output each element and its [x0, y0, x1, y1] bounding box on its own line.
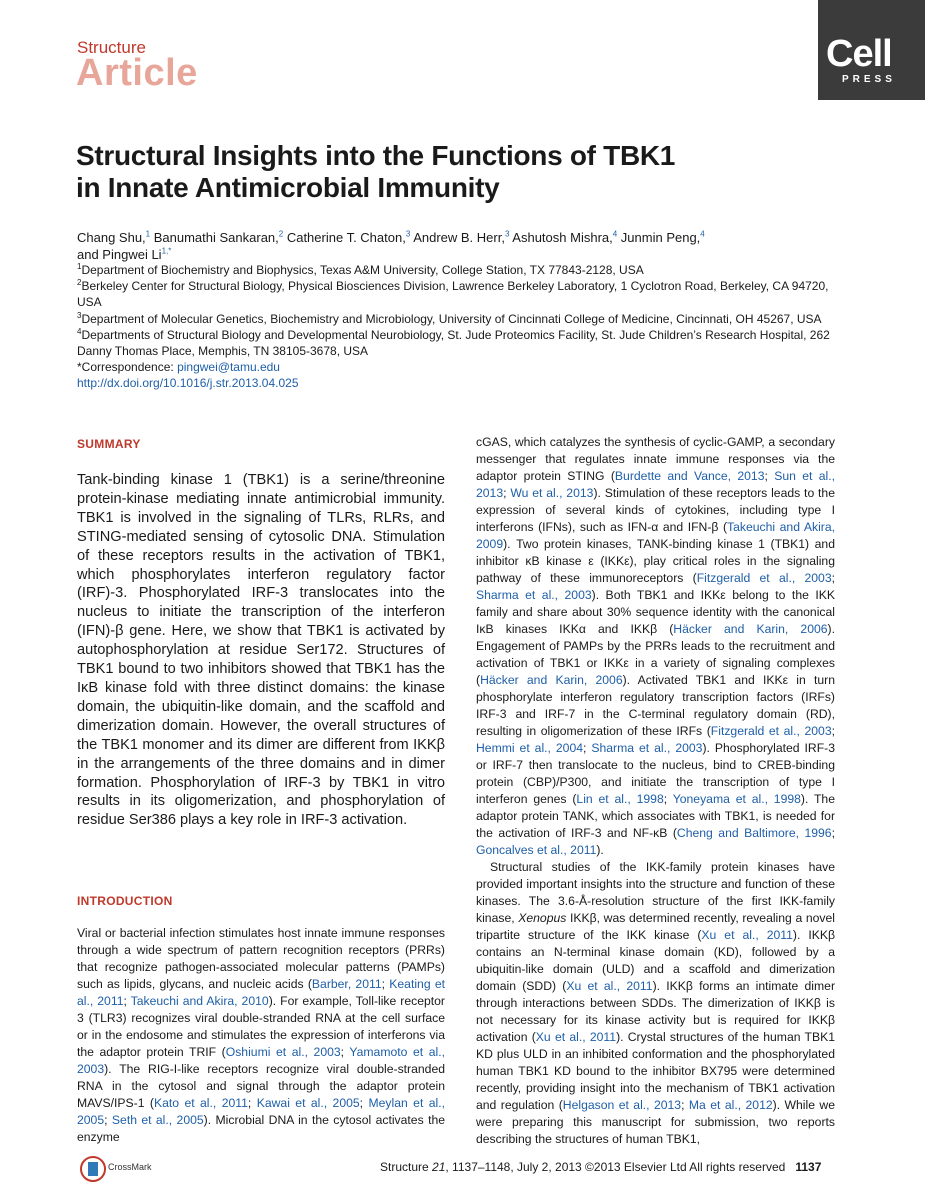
text: ;	[340, 1045, 350, 1059]
author: and Pingwei Li	[77, 247, 162, 262]
citation-link[interactable]: Cheng and Baltimore, 1996	[676, 826, 832, 840]
citation-link[interactable]: Sun et al., 2013	[476, 469, 836, 500]
affiliation	[77, 327, 842, 359]
text: ;	[247, 1096, 257, 1110]
species-name: Xenopus	[518, 911, 567, 925]
text: ;	[381, 977, 390, 991]
summary-heading: SUMMARY	[77, 437, 141, 451]
text: ;	[104, 1113, 112, 1127]
text: ;	[764, 469, 775, 483]
citation-link[interactable]: Seth et al., 2005	[111, 1113, 204, 1127]
right-column	[476, 434, 835, 1148]
affiliation-text: Department of Molecular Genetics, Biochemistry and Microbiology, University of Cincinnati College of Medicine, Cincinnati, OH 45267, USA	[81, 311, 822, 326]
intro-heading: INTRODUCTION	[77, 894, 173, 908]
text: ). Crystal structures of the human TBK1 KD plus ULD in an inhibited conformation and the phosphorylated human TBK1 KD bound to the inhibitor BX795 were determined recently, providing insight into the mechanism of TBK1 activation and regulation (	[476, 1030, 835, 1112]
text: ;	[663, 792, 673, 806]
page-number: 1137	[795, 1160, 822, 1174]
citation-link[interactable]: Kawai et al., 2005	[256, 1096, 360, 1110]
crossmark-label: CrossMark	[108, 1162, 152, 1172]
affiliation-text: Berkeley Center for Structural Biology, Physical Biosciences Division, Lawrence Berkeley Laboratory, 1 Cyclotron Road, Berkeley, CA 94720, USA	[77, 279, 829, 310]
affil-ref[interactable]: 1	[145, 229, 151, 239]
text: ). Phosphorylated IRF-3 or IRF-7 then translocate to the nucleus, bind to CREB-binding protein (CBP)/P300, and initiate the transcription of type I interferon genes (	[476, 741, 835, 806]
affiliation	[77, 278, 842, 310]
text: ;	[831, 571, 835, 585]
text: ). Microbial DNA in the cytosol activates the enzyme	[77, 1113, 446, 1144]
citation-link[interactable]: Yamamoto et al., 2003	[77, 1045, 445, 1076]
summary-text: Tank-binding kinase 1 (TBK1) is a serine/threonine protein-kinase mediating innate antimicrobial immunity. TBK1 is involved in the signaling of TLRs, RLRs, and STING-mediated sensing of cytosolic DNA. Stimulation of these receptors results in the activation of TBK1, which phosphorylates interferon regulatory factor (IRF)-3. Phosphorylated IRF-3 translocates into the nucleus to initiate the transcription of the interferon (IFN)-β gene. Here, we show that TBK1 is activated by autophosphorylation at residue Ser172. Structures of TBK1 bound to two inhibitors showed that TBK1 has the IκB kinase fold with three distinct domains: the kinase domain, the ubiquitin-like domain, and the scaffold and dimerization domain. However, the overall structures of the TBK1 monomer and its dimer are different from IKKβ in the arrangements of the three domains and in dimer formation. Phosphorylation of IRF-3 by TBK1 in vitro results in its oligomerization, and phosphorylation of residue Ser386 plays a key role in IRF-3 activation.	[77, 472, 445, 829]
affiliation-text: Departments of Structural Biology and Developmental Neurobiology, St. Jude Proteomics Facility, St. Jude Children’s Research Hospital, 262 Danny Thomas Place, Memphis, TN 38105-3678, USA	[77, 327, 830, 359]
citation-link[interactable]: Yoneyama et al., 1998	[672, 792, 801, 806]
text: ;	[583, 741, 592, 755]
author: Ashutosh Mishra,	[509, 230, 613, 245]
citation-link[interactable]: Kato et al., 2011	[153, 1096, 248, 1110]
affiliation-text: Department of Biochemistry and Biophysics, Texas A&M University, College Station, TX 77843-2128, USA	[81, 263, 644, 277]
text: ). While we were preparing this manuscript for submission, two reports describing the structures of human TBK1,	[476, 1098, 836, 1146]
text: ). Activated TBK1 and IKKε in turn phosphorylate interferon regulatory transcription factors (IRFs) IRF-3 and IRF-7 in the C-terminal regulatory domain (RD), resulting in oligomerization of these IRFs (	[476, 673, 835, 738]
citation-link[interactable]: Oshiumi et al., 2003	[225, 1045, 341, 1059]
text: cGAS, which catalyzes the synthesis of cyclic-GAMP, a secondary messenger that regulates innate immune responses via the adaptor protein STING (	[476, 435, 835, 483]
affil-ref[interactable]: 1,*	[161, 246, 172, 256]
crossmark-icon	[80, 1156, 106, 1182]
text: ). Engagement of PAMPs by the PRRs leads to the recruitment and activation of TBK1 or IKKε in a variety of signaling complexes (	[476, 622, 835, 687]
citation-link[interactable]: Keating et al., 2011	[77, 977, 445, 1008]
paper-title	[76, 140, 796, 204]
correspondence-label: *Correspondence:	[77, 360, 178, 375]
citation-link[interactable]: Ma et al., 2012	[688, 1098, 773, 1112]
citation-link[interactable]: Wu et al., 2013	[510, 486, 594, 500]
text: ;	[681, 1098, 689, 1112]
citation-link[interactable]: Barber, 2011	[311, 977, 382, 991]
correspondence	[77, 359, 842, 375]
page-footer	[380, 1160, 821, 1174]
author: Catherine T. Chaton,	[283, 230, 406, 245]
affil-ref[interactable]: 3	[405, 229, 411, 239]
text: ;	[123, 994, 131, 1008]
intro-paragraph	[77, 925, 445, 1146]
affil-num: 1	[77, 262, 82, 271]
affil-ref[interactable]: 3	[504, 229, 510, 239]
footer-citation: , 1137–1148, July 2, 2013 ©2013 Elsevier Ltd All rights reserved	[445, 1160, 786, 1174]
citation-link[interactable]: Sharma et al., 2003	[591, 741, 703, 755]
text: ). IKKβ forms an intimate dimer through interactions between SDDs. The dimerization of IKKβ is not necessary for its kinase activity but is required for IKKβ activation (	[476, 979, 835, 1044]
text: ). Both TBK1 and IKKε belong to the IKK family and share about 30% sequence identity with the canonical IκB kinases IKKα and IKKβ (	[476, 588, 835, 636]
author: Junmin Peng,	[617, 230, 701, 245]
paragraph	[476, 859, 835, 1148]
text: ;	[831, 826, 835, 840]
text: ;	[359, 1096, 369, 1110]
author: Chang Shu,	[77, 230, 146, 245]
text: ).	[596, 843, 604, 857]
logo-main: Cell	[826, 33, 892, 75]
text: IKKβ, was determined recently, revealing a novel tripartite structure of the IKK kinase (	[476, 911, 835, 942]
crossmark-badge[interactable]	[80, 1156, 200, 1184]
citation-link[interactable]: Häcker and Karin, 2006	[480, 673, 623, 687]
doi-link[interactable]: http://dx.doi.org/10.1016/j.str.2013.04.025	[77, 376, 299, 391]
author: Andrew B. Herr,	[410, 230, 505, 245]
author-list	[77, 229, 837, 263]
cell-press-logo	[818, 0, 925, 100]
doi	[77, 375, 842, 391]
journal-name: Structure	[77, 38, 146, 57]
citation-link[interactable]: Fitzgerald et al., 2003	[710, 724, 832, 738]
affiliation	[77, 262, 842, 278]
footer-volume: 21	[432, 1160, 446, 1174]
citation-link[interactable]: Sharma et al., 2003	[476, 588, 592, 602]
citation-link[interactable]: Xu et al., 2011	[535, 1030, 617, 1044]
citation-link[interactable]: Xu et al., 2011	[566, 979, 653, 993]
text: ). The adaptor protein TANK, which associates with TBK1, is needed for the activation of IRF-3 and NF-κB (	[476, 792, 835, 840]
affiliation	[77, 311, 842, 327]
title-line-2: in Innate Antimicrobial Immunity	[76, 172, 500, 203]
text: ). Two protein kinases, TANK-binding kinase 1 (TBK1) and inhibitor κB kinase ε (IKKε), play critical roles in the signaling pathway of these immunoreceptors (	[476, 537, 835, 585]
text: ). IKKβ contains an N-terminal kinase domain (KD), followed by a ubiquitin-like domain (ULD) and a scaffold and dimerization domain (SDD) (	[476, 928, 835, 993]
text: ). Stimulation of these receptors leads to the expression of several kinds of cytokines, including type I interferons (IFNs), such as IFN-α and IFN-β (	[476, 486, 835, 534]
citation-link[interactable]: Hemmi et al., 2004	[476, 741, 584, 755]
citation-link[interactable]: Takeuchi and Akira, 2009	[476, 520, 836, 551]
affil-num: 3	[77, 310, 82, 320]
affil-ref[interactable]: 4	[700, 229, 705, 239]
author: Banumathi Sankaran,	[150, 230, 279, 245]
affil-ref[interactable]: 2	[278, 229, 284, 239]
text: ). For example, Toll-like receptor 3 (TLR3) recognizes viral double-stranded RNA at the cell surface or in the endosome and stimulates the expression of interferons via the adaptor protein TRIF (	[77, 994, 445, 1059]
text: ;	[503, 486, 511, 500]
text: ). The RIG-I-like receptors recognize viral double-stranded RNA in the cytosol and signal through the adaptor protein MAVS/IPS-1 (	[77, 1062, 445, 1110]
footer-journal: Structure	[380, 1160, 433, 1174]
correspondence-email-link[interactable]: pingwei@tamu.edu	[177, 360, 280, 375]
citation-link[interactable]: Häcker and Karin, 2006	[673, 622, 828, 636]
logo-sub: PRESS	[842, 74, 896, 85]
citation-link[interactable]: Fitzgerald et al., 2003	[696, 571, 832, 585]
affiliations	[77, 262, 842, 392]
affil-num: 2	[77, 278, 82, 288]
citation-link[interactable]: Lin et al., 1998	[576, 792, 664, 806]
citation-link[interactable]: Xu et al., 2011	[701, 928, 793, 942]
citation-link[interactable]: Meylan et al., 2005	[77, 1096, 445, 1127]
citation-link[interactable]: Goncalves et al., 2011	[476, 843, 597, 857]
citation-link[interactable]: Burdette and Vance, 2013	[614, 469, 765, 483]
citation-link[interactable]: Takeuchi and Akira, 2010	[130, 994, 269, 1008]
text: Structural studies of the IKK-family protein kinases have provided important insights into the structure and function of these kinases. The 3.6-Å-resolution structure of the first IKK-family kinase,	[476, 860, 835, 925]
article-type: Article	[76, 52, 198, 94]
text: ;	[831, 724, 835, 738]
affil-num: 4	[77, 326, 82, 336]
title-line-1: Structural Insights into the Functions of TBK1	[76, 140, 676, 171]
affil-ref[interactable]: 4	[612, 229, 618, 239]
text: Viral or bacterial infection stimulates host innate immune responses through a wide spectrum of pattern recognition receptors (PRRs) that recognize pathogen-associated molecular patterns (PAMPs) such as lipids, glycans, and nucleic acids (	[77, 926, 445, 991]
paragraph	[476, 434, 835, 859]
citation-link[interactable]: Helgason et al., 2013	[562, 1098, 682, 1112]
